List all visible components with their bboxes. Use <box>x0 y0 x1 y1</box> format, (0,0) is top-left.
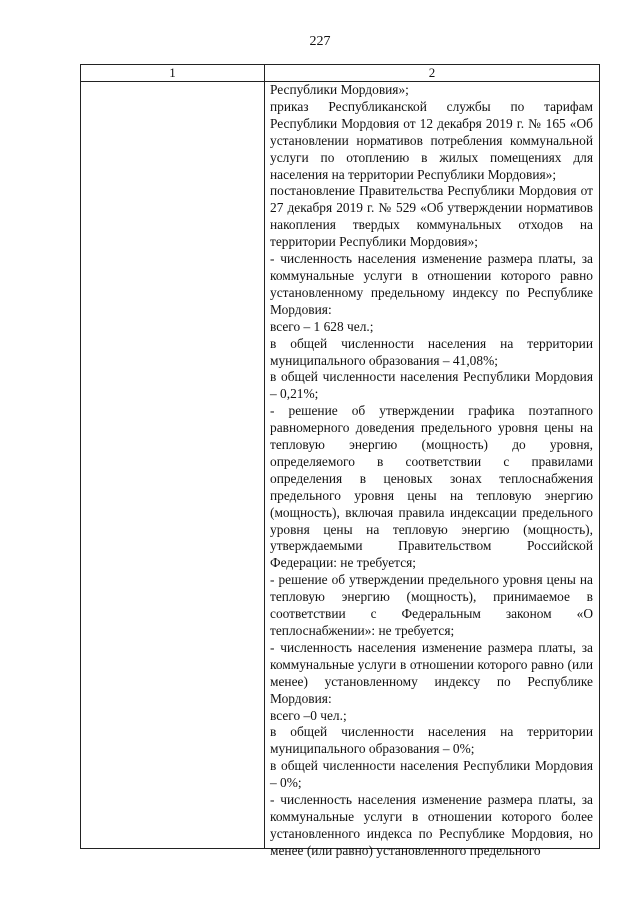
table-header-row <box>81 65 599 82</box>
column-1-header: 1 <box>169 65 176 80</box>
text-line: в общей численности населения Республики Мордовия – 0,21%; <box>270 369 593 402</box>
text-line: всего – 1 628 чел.; <box>270 318 374 334</box>
column-2-header: 2 <box>428 65 436 80</box>
text-line: - численность населения изменение размера платы, за коммунальные услуги в отношении которого равно (или менее) установленному индексу по Республике Мордовия: <box>270 639 593 706</box>
page-number: 227 <box>309 34 331 49</box>
text-line: - численность населения изменение размера платы, за коммунальные услуги в отношении которого равно установленному предельному индексу по Республике Мордовия: <box>270 251 593 317</box>
text-line: Республики Мордовия»; <box>270 82 409 97</box>
text-line: приказ Республиканской службы по тарифам Республики Мордовия от 12 декабря 2019 г. № 165 «Об установлении нормативов потребления коммунальной услуги по отоплению в жилых помещениях для населения на территории Республики Мордовия»; <box>270 98 593 182</box>
text-line: всего –0 чел.; <box>270 707 347 723</box>
text-line: в общей численности населения Республики Мордовия – 0%; <box>270 758 593 791</box>
text-line: - численность населения изменение размера платы, за коммунальные услуги в отношении которого более установленного индекса по Республике Мордовия, но менее (или равно) установленного предельного <box>270 792 593 858</box>
text-line: в общей численности населения на территории муниципального образования – 41,08%; <box>270 335 593 368</box>
text-line: - решение об утверждении предельного уровня цены на тепловую энергию (мощность), принимаемое в соответствии с Федеральным законом «О теплоснабжении»: не требуется; <box>270 572 593 638</box>
document-table <box>80 64 600 858</box>
column-divider <box>264 65 265 848</box>
column-2-cell <box>270 82 593 860</box>
text-line: постановление Правительства Республики Мордовия от 27 декабря 2019 г. № 529 «Об утверждении нормативов накопления твердых коммунальных отходов на территории Республики Мордовия»; <box>270 183 593 250</box>
text-line: в общей численности населения на территории муниципального образования – 0%; <box>270 724 593 757</box>
text-line: - решение об утверждении графика поэтапного равномерного доведения предельного уровня цены на тепловую энергию (мощность) до уровня, определяемого в соответствии с правилами определения в ценовых зонах теплоснабжения предельного уровня цены на тепловую энергию (мощность), включая правила индексации предельного уровня цены на тепловую энергию (мощность), утверждаемыми Правительством Российской Федерации: не требуется; <box>270 403 593 571</box>
